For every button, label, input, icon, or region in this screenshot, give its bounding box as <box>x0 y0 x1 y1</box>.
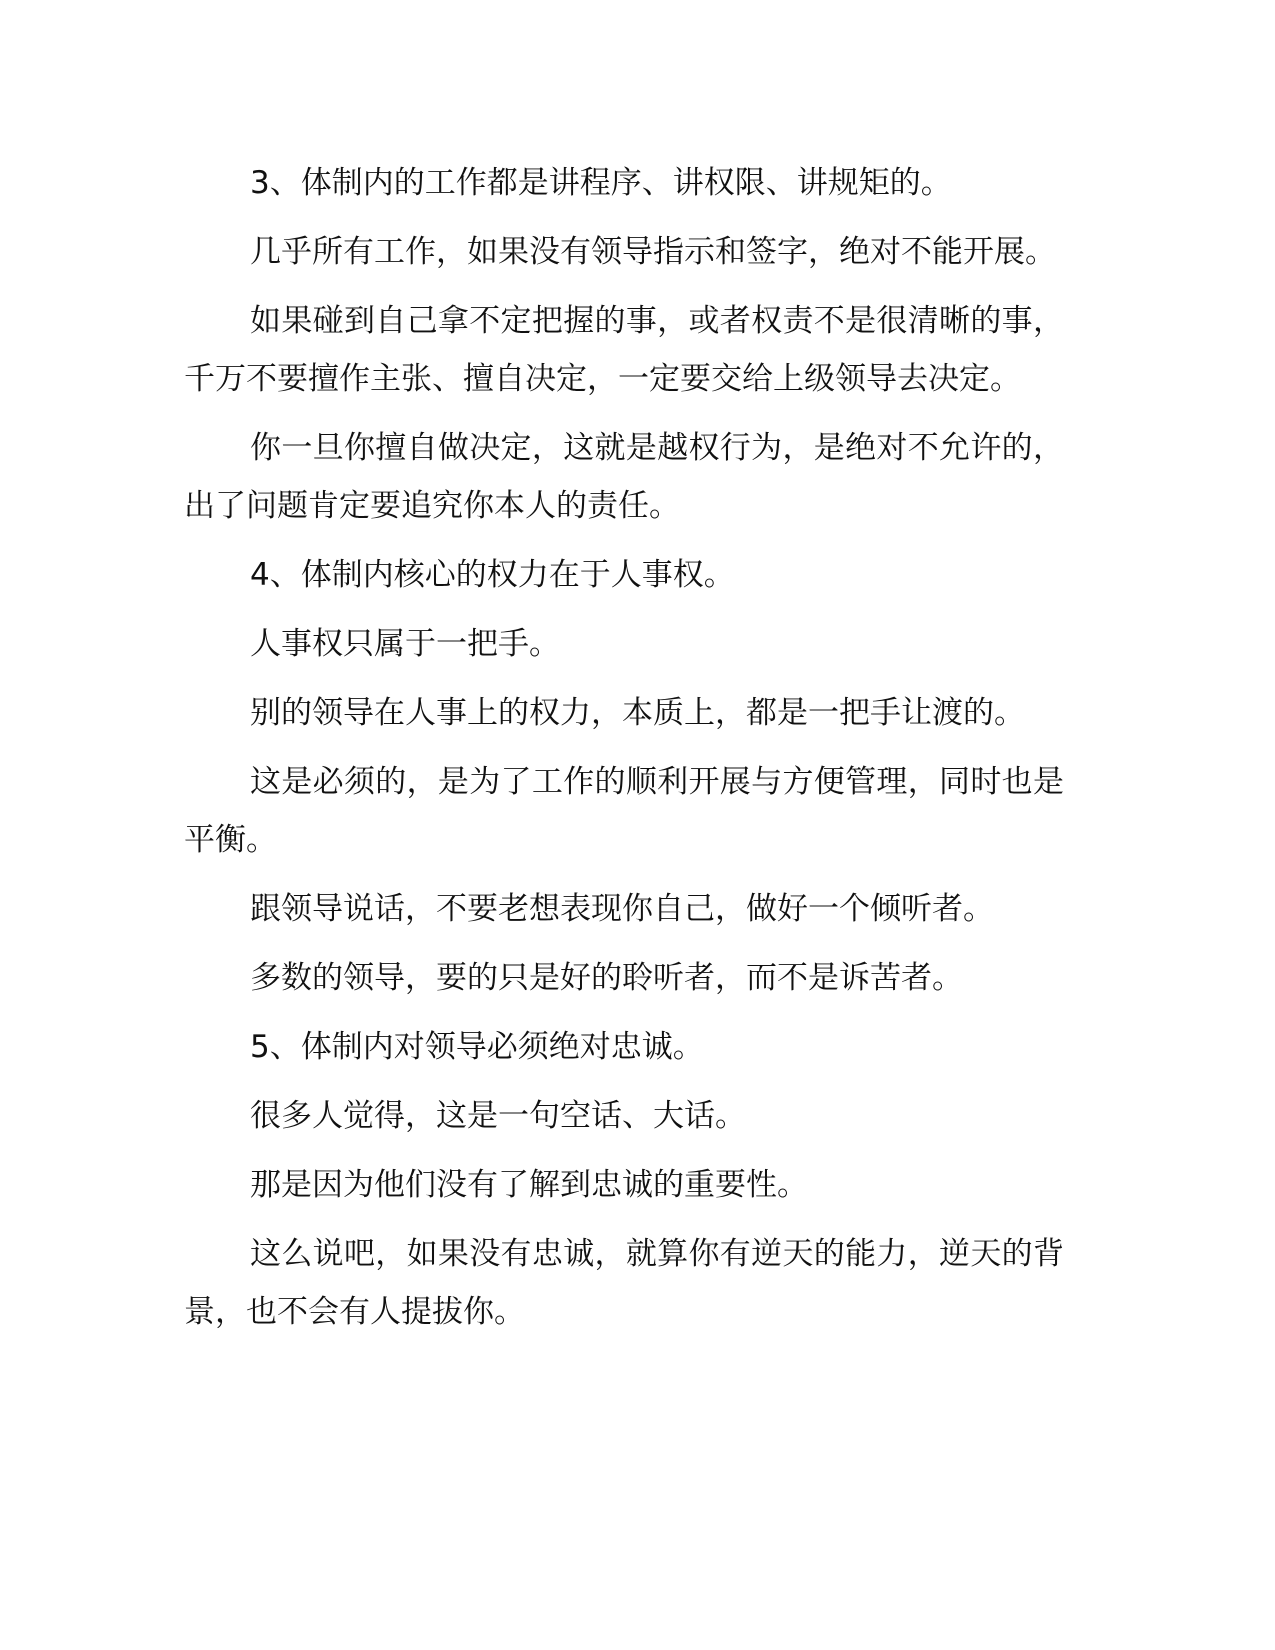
paragraph-7: 别的领导在人事上的权力，本质上，都是一把手让渡的。 <box>250 695 1025 731</box>
document-body <box>184 154 1064 1352</box>
paragraph-1: 3、体制内的工作都是讲程序、讲权限、讲规矩的。 <box>250 165 952 201</box>
paragraph-5: 4、体制内核心的权力在于人事权。 <box>250 557 735 593</box>
paragraph-4: 你一旦你擅自做决定，这就是越权行为，是绝对不允许的，出了问题肯定要追究你本人的责任。 <box>184 430 1064 524</box>
paragraph-8: 这是必须的，是为了工作的顺利开展与方便管理，同时也是平衡。 <box>184 764 1064 858</box>
paragraph-2: 几乎所有工作，如果没有领导指示和签字，绝对不能开展。 <box>250 234 1056 270</box>
paragraph-13: 那是因为他们没有了解到忠诚的重要性。 <box>250 1167 808 1203</box>
paragraph-14: 这么说吧，如果没有忠诚，就算你有逆天的能力，逆天的背景，也不会有人提拔你。 <box>184 1236 1064 1330</box>
paragraph-9: 跟领导说话，不要老想表现你自己，做好一个倾听者。 <box>250 891 994 927</box>
paragraph-3: 如果碰到自己拿不定把握的事，或者权责不是很清晰的事，千万不要擅作主张、擅自决定，一定要交给上级领导去决定。 <box>184 303 1064 397</box>
paragraph-6: 人事权只属于一把手。 <box>250 626 560 662</box>
paragraph-12: 很多人觉得，这是一句空话、大话。 <box>250 1098 746 1134</box>
paragraph-10: 多数的领导，要的只是好的聆听者，而不是诉苦者。 <box>250 960 963 996</box>
paragraph-11: 5、体制内对领导必须绝对忠诚。 <box>250 1029 704 1065</box>
